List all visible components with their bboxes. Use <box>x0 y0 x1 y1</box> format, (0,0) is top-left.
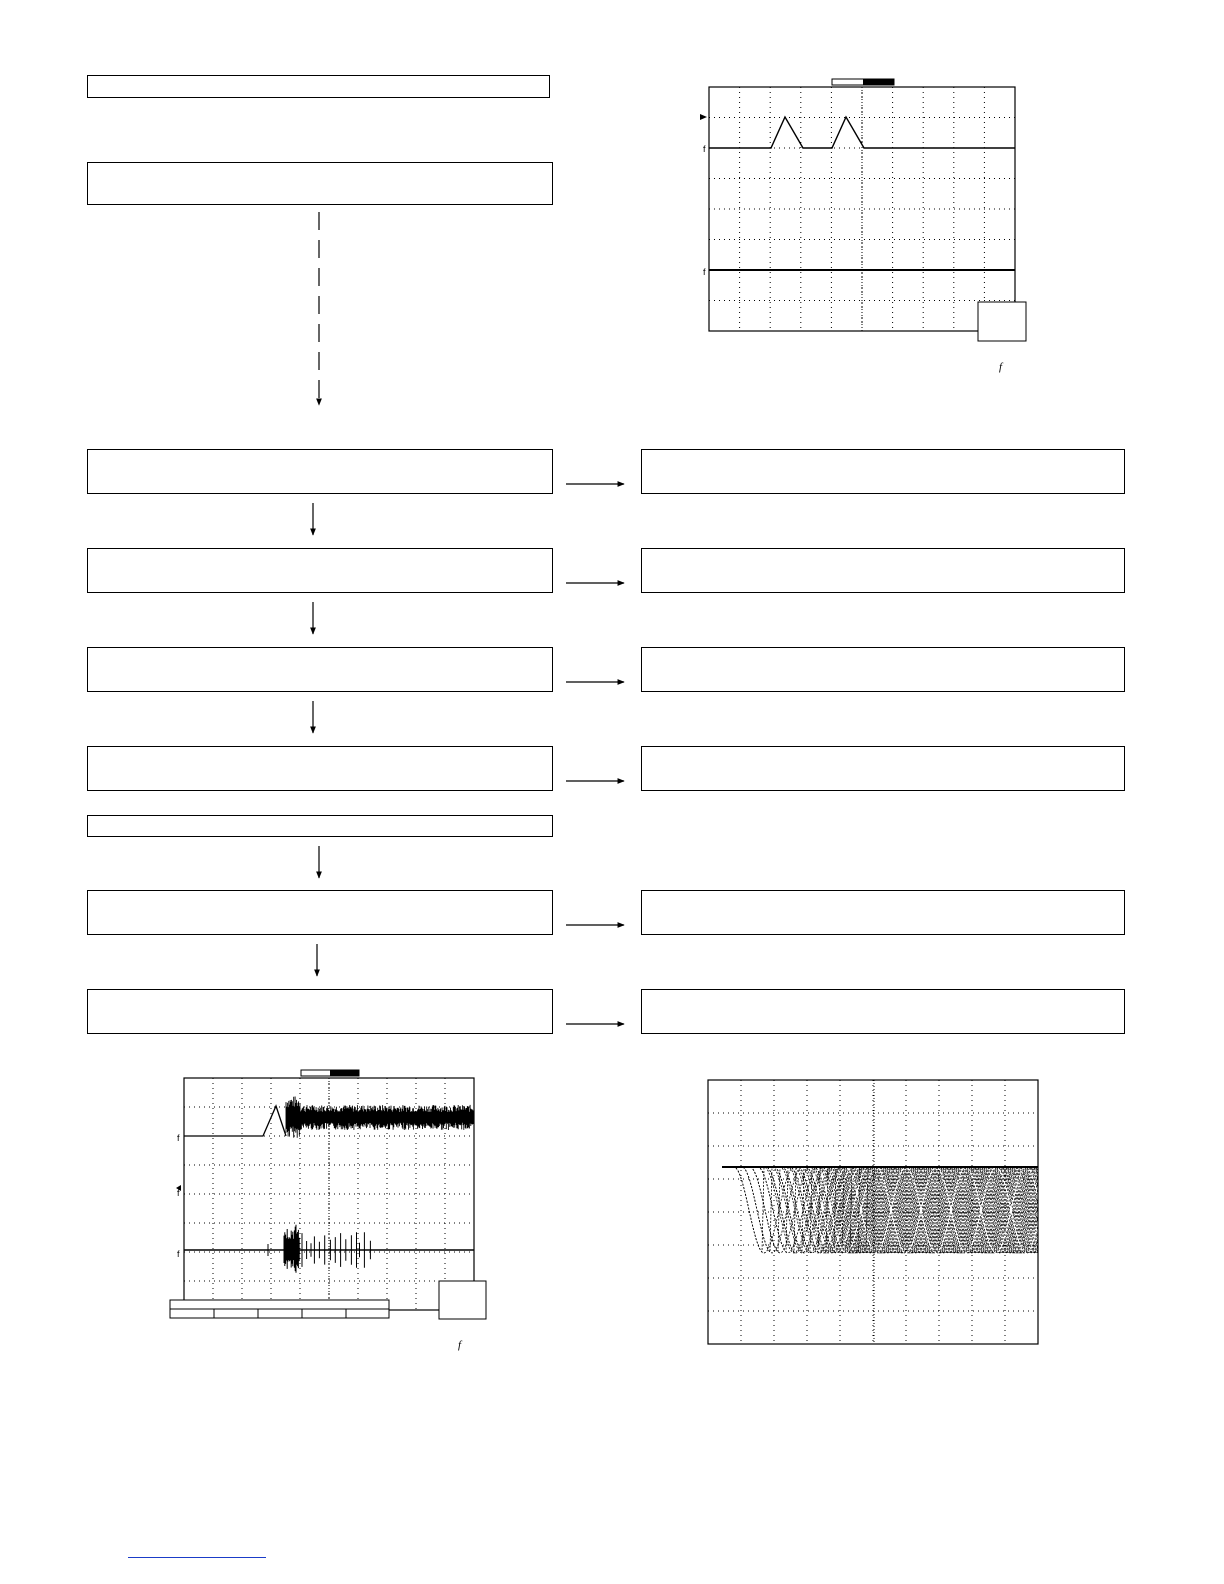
scope-top-ch2-marker: f <box>703 267 706 277</box>
svg-text:f: f <box>177 1249 180 1259</box>
svg-text:f: f <box>458 1339 462 1351</box>
scope-top-trigger-symbol: f <box>999 361 1003 373</box>
footer-link-underline <box>128 1557 266 1558</box>
svg-text:f: f <box>177 1188 180 1198</box>
svg-text:f: f <box>177 1133 180 1143</box>
scope-top-ch1-marker: f <box>703 144 706 154</box>
